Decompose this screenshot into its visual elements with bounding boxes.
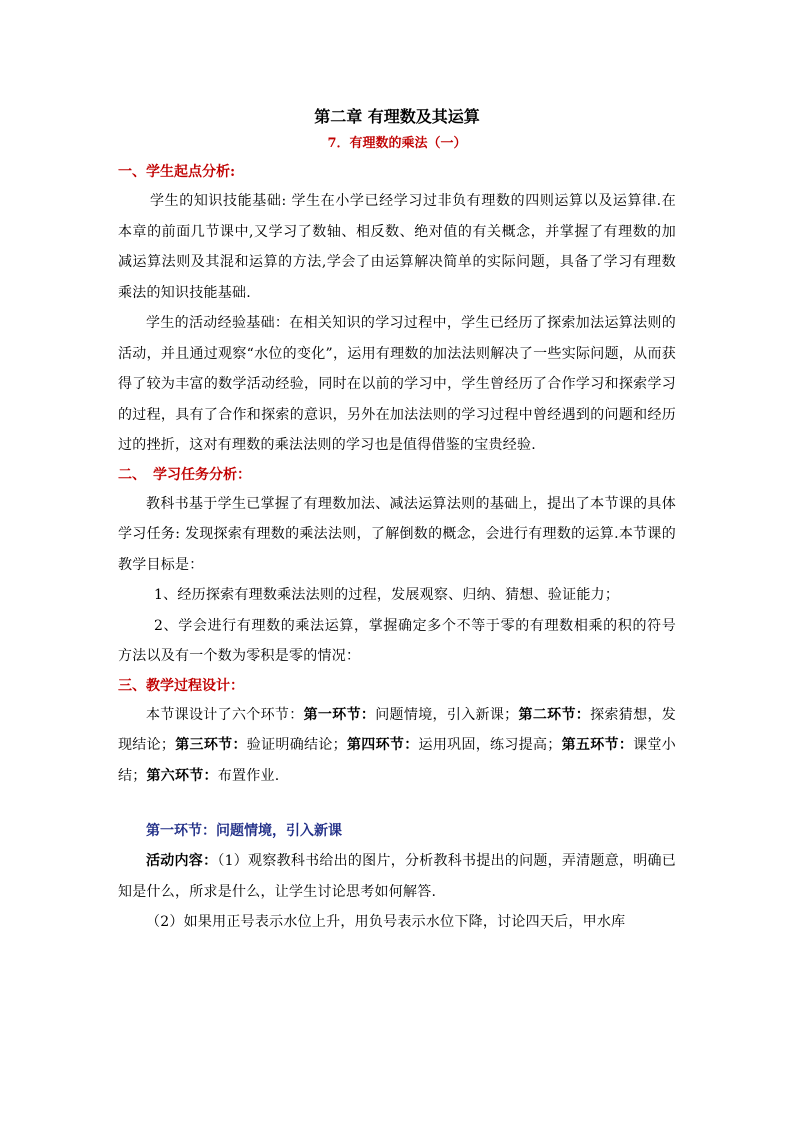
- stage-text-4: 运用巩固，练习提高；: [418, 737, 562, 753]
- paragraph-water-level: （2）如果用正号表示水位上升，用负号表示水位下降，讨论四天后，甲水库: [146, 914, 626, 930]
- stage1-heading: 第一环节：问题情境，引入新课: [146, 823, 342, 839]
- page-title: 第二章 有理数及其运算: [314, 107, 480, 126]
- stage-text-6: 布置作业.: [217, 767, 280, 784]
- stage-label-1: 第一环节：: [303, 706, 376, 723]
- stage-label-3: 第三环节：: [175, 737, 247, 753]
- paragraph-process-overview: [118, 700, 676, 792]
- document-content: [118, 104, 676, 938]
- paragraph-task-analysis: 教科书基于学生已掌握了有理数加法、减法运算法则的基础上，提出了本节课的具体学习任务: 发现探索有理数的乘法法则，了解倒数的概念，会进行有理数的运算.本节课的教学目标是：: [118, 495, 676, 573]
- stage-label-2: 第二环节：: [518, 706, 591, 723]
- stage-text-5: 课堂小结；: [118, 737, 677, 784]
- spacer: [118, 791, 676, 816]
- section-heading-3: 三、教学过程设计：: [118, 677, 244, 694]
- stage-label-6: 第六环节：: [146, 767, 218, 784]
- paragraph-activity-basis: 学生的活动经验基础：在相关知识的学习过程中，学生已经历了探索加法运算法则的活动，并且通过观察“水位的变化”，运用有理数的加法法则解决了一些实际问题，从而获得了较为丰富的数学活动经验，同时在以前的学习中，学生曾经历了合作学习和探索学习的过程，具有了合作和探索的意识，另外在加法法则的学习过程中曾经遇到的问题和经历过的挫折，这对有理数的乘法法则的学习也是值得借鉴的宝贵经验.: [118, 315, 676, 453]
- goal-item-1: 1、经历探索有理数乘法法则的过程，发展观察、归纳、猜想、验证能力；: [154, 587, 620, 603]
- activity-label: 活动内容：: [146, 853, 218, 869]
- stage-label-5: 第五环节：: [561, 737, 634, 753]
- lesson-subtitle: 7．有理数的乘法（一）: [327, 136, 467, 151]
- paragraph-knowledge-basis: 学生的知识技能基础: 学生在小学已经学习过非负有理数的四则运算以及运算律.在本章的前面几节课中,又学习了数轴、相反数、绝对值的有关概念，并掌握了有理数的加减运算法则及其混和运算的方法,学会了由运算解决简单的实际问题，具备了学习有理数乘法的知识技能基础.: [118, 193, 676, 301]
- activity-text: （1）观察教科书给出的图片，分析教科书提出的问题，弄清题意，明确已知是什么，所求是什么，让学生讨论思考如何解答.: [118, 853, 677, 900]
- stage-text-2: 探索猜想，发现结论；: [118, 706, 677, 753]
- stage-label-4: 第四环节：: [346, 737, 419, 753]
- section-heading-1: 一、学生起点分析:: [118, 164, 236, 180]
- stage-text-3: 验证明确结论；: [246, 737, 347, 753]
- section-heading-2: 二、 学习任务分析：: [118, 466, 251, 483]
- overview-intro: 本节课设计了六个环节：: [146, 706, 304, 723]
- paragraph-activity-content: [118, 846, 676, 907]
- goal-item-2: 2、学会进行有理数的乘法运算，掌握确定多个不等于零的有理数相乘的积的符号方法以及有一个数为零积是零的情况：: [118, 617, 676, 664]
- stage-text-1: 问题情境，引入新课；: [375, 706, 519, 723]
